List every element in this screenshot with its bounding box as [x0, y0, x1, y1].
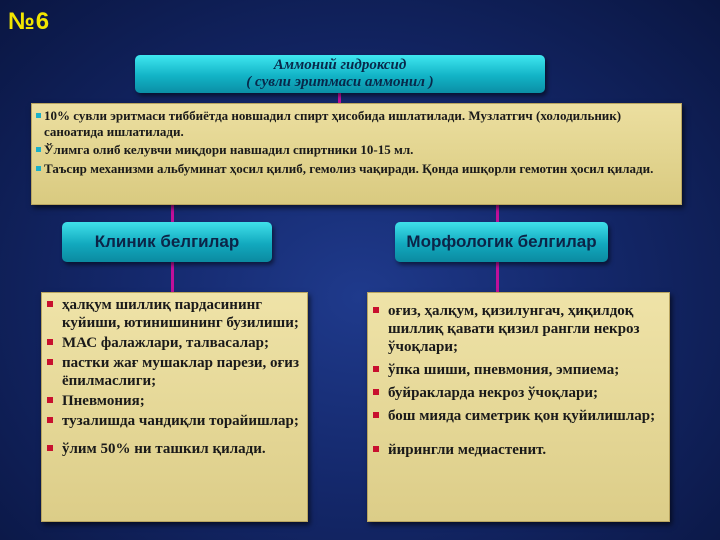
info-item: 10% сувли эритмаси тиббиётда новшадил спирт ҳисобида ишлатилади. Музлатгич (холодильник) саноатида ишлатилади.	[40, 108, 673, 139]
bullet-icon	[373, 446, 379, 452]
list-item: ўпка шиши, пневмония, эмпиема;	[368, 361, 669, 379]
title-line-1: Аммоний гидроксид	[273, 57, 407, 73]
connector-info-morphological	[496, 205, 499, 222]
bullet-icon	[47, 359, 53, 365]
clinical-list	[41, 292, 308, 522]
list-item: ҳалқум шиллиқ пардасининг куйиши, ютинишининг бузилиши;	[42, 296, 307, 332]
list-item: МАС фалажлари, талвасалар;	[42, 334, 307, 352]
bullet-icon	[36, 147, 41, 152]
list-item: тузалишда чандиқли торайишлар;	[42, 412, 307, 430]
bullet-icon	[373, 307, 379, 313]
bullet-icon	[47, 339, 53, 345]
bullet-icon	[47, 417, 53, 423]
morphological-header: Морфологик белгилар	[395, 222, 608, 262]
morphological-list	[367, 292, 670, 522]
list-item: йирингли медиастенит.	[368, 441, 669, 459]
bullet-icon	[373, 412, 379, 418]
title-box	[135, 55, 545, 93]
connector-info-clinical	[171, 205, 174, 222]
list-item: буйракларда некроз ўчоқлари;	[368, 384, 669, 402]
info-box	[31, 103, 682, 205]
info-item: Ўлимга олиб келувчи миқдори навшадил спиртники 10-15 мл.	[40, 142, 673, 158]
bullet-icon	[373, 389, 379, 395]
slide-number: №6	[8, 8, 51, 35]
connector-clinical-list	[171, 262, 174, 292]
bullet-icon	[36, 166, 41, 171]
clinical-header: Клиник белгилар	[62, 222, 272, 262]
list-item: пастки жағ мушаклар парези, оғиз ёпилмаслиги;	[42, 354, 307, 390]
bullet-icon	[373, 366, 379, 372]
info-item: Таъсир механизми альбуминат ҳосил қилиб, гемолиз чақиради. Қонда ишқорли гемотин ҳосил қилади.	[40, 161, 673, 177]
bullet-icon	[47, 397, 53, 403]
bullet-icon	[36, 113, 41, 118]
bullet-icon	[47, 445, 53, 451]
title-line-2: ( сувли эритмаси аммонил )	[246, 74, 434, 90]
list-item: ўлим 50% ни ташкил қилади.	[42, 440, 307, 458]
connector-morphological-list	[496, 262, 499, 292]
list-item: Пневмония;	[42, 392, 307, 410]
list-item: бош мияда симетрик қон қуйилишлар;	[368, 407, 669, 425]
bullet-icon	[47, 301, 53, 307]
list-item: оғиз, ҳалқум, қизилунгач, ҳиқилдоқ шиллиқ қавати қизил рангли некроз ўчоқлари;	[368, 302, 669, 356]
connector-title-info	[338, 93, 341, 103]
